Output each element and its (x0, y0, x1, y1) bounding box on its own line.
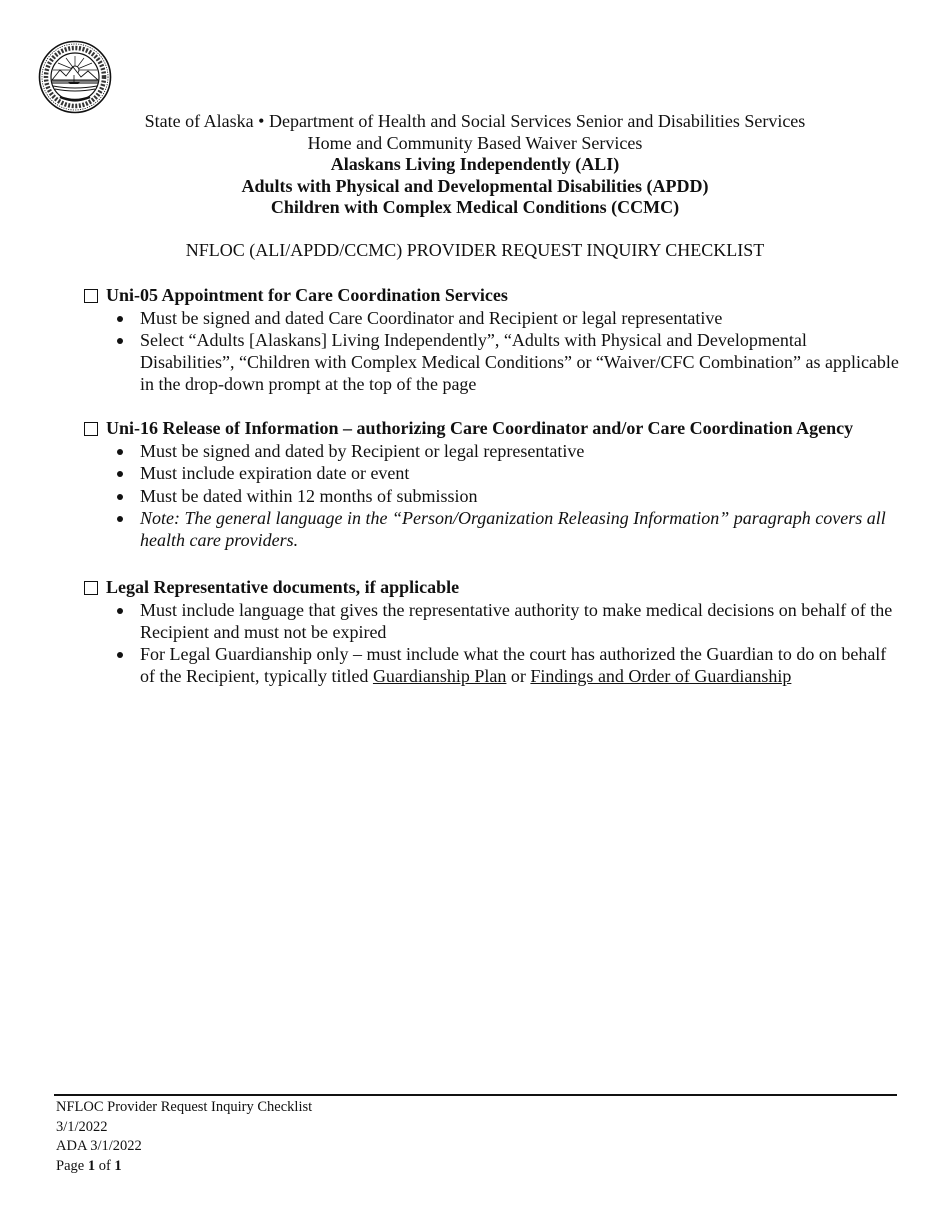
checklist-section-legal-representative (84, 576, 904, 688)
list-item: Must include language that gives the representative authority to make medical decisions on behalf of the Recipient and must not be expired (140, 600, 904, 644)
section-heading (84, 284, 904, 306)
checkbox[interactable] (84, 581, 98, 595)
header-ali-line: Alaskans Living Independently (ALI) (330, 154, 620, 174)
section-heading-text: Uni-05 Appointment for Care Coordination Services (106, 285, 508, 305)
footer (56, 1098, 312, 1176)
list-item: Must be signed and dated by Recipient or legal representative (140, 441, 904, 463)
footer-divider (54, 1094, 897, 1096)
section-heading (84, 417, 904, 439)
section-heading (84, 576, 904, 598)
footer-page-number: Page 1 of 1 (56, 1157, 122, 1174)
list-item: Must include expiration date or event (140, 463, 904, 485)
checkbox[interactable] (84, 422, 98, 436)
bullet-list (84, 308, 904, 396)
section-heading-text: Uni-16 Release of Information – authorizing Care Coordinator and/or Care Coordination Agency (106, 418, 854, 438)
list-item (140, 644, 904, 688)
state-seal-logo (38, 40, 112, 114)
document-header (0, 111, 950, 219)
bullet-list (84, 441, 904, 551)
guardianship-text: For Legal Guardianship only – must include what the court has authorized the Guardian to do on behalf of the Recipient, typically titled (140, 644, 887, 686)
findings-order-title: Findings and Order of Guardianship (530, 665, 792, 686)
guardianship-connector: or (506, 665, 531, 686)
bullet-list (84, 600, 904, 688)
footer-ada-date: ADA 3/1/2022 (56, 1138, 142, 1154)
page-title: NFLOC (ALI/APDD/CCMC) PROVIDER REQUEST INQUIRY CHECKLIST (185, 240, 765, 260)
list-item: Must be signed and dated Care Coordinator and Recipient or legal representative (140, 308, 904, 330)
section-heading-text: Legal Representative documents, if applicable (106, 577, 460, 597)
header-agency-line: State of Alaska • Department of Health and Social Services Senior and Disabilities Services (144, 111, 806, 131)
footer-doc-name: NFLOC Provider Request Inquiry Checklist (56, 1099, 313, 1115)
header-ccmc-line: Children with Complex Medical Conditions (CCMC) (270, 197, 680, 217)
checklist-section-uni-05 (84, 284, 904, 396)
checkbox[interactable] (84, 289, 98, 303)
footer-date: 3/1/2022 (56, 1118, 108, 1135)
list-item: Must be dated within 12 months of submission (140, 486, 904, 508)
checklist-section-uni-16 (84, 417, 904, 552)
header-program-line: Home and Community Based Waiver Services (307, 132, 643, 153)
list-item: Select “Adults [Alaskans] Living Independently”, “Adults with Physical and Developmental Disabilities”, “Children with Complex Medical Conditions” or “Waiver/CFC Combination” as applicable in the drop-down prompt at the top of the page (140, 330, 904, 395)
header-apdd-line: Adults with Physical and Developmental Disabilities (APDD) (241, 175, 709, 196)
note-item: Note: The general language in the “Person/Organization Releasing Information” paragraph covers all health care providers. (140, 508, 904, 552)
guardianship-plan-title: Guardianship Plan (372, 665, 507, 686)
